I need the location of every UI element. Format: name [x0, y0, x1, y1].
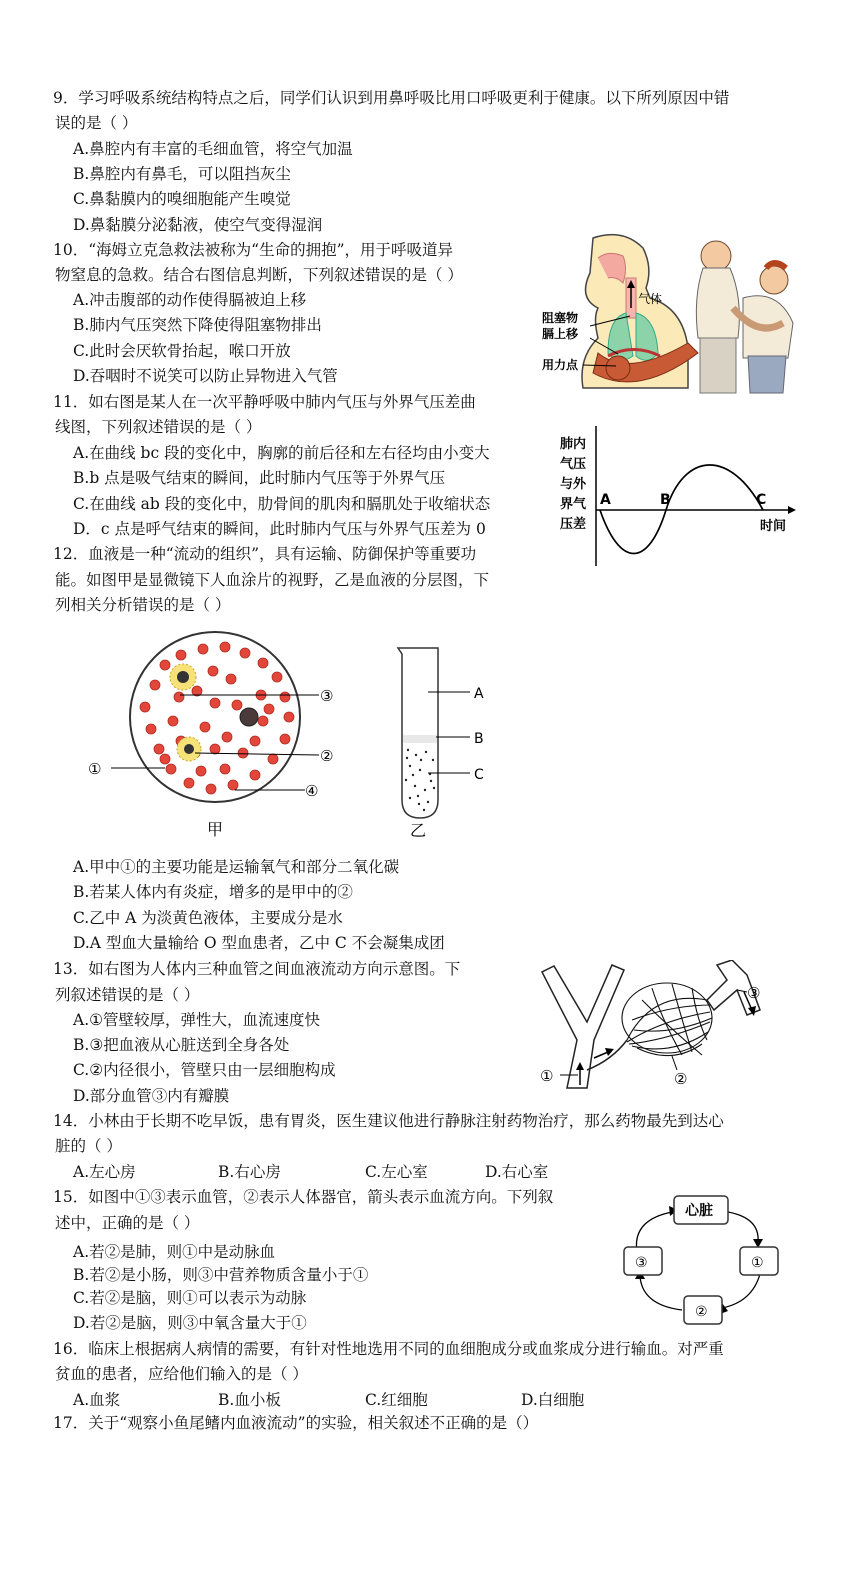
q15-stem-line1: 15．如图中①③表示血管，②表示人体器官，箭头表示血流方向。下列叙	[53, 1188, 554, 1206]
q11-stem-line1: 11．如右图是某人在一次平静呼吸中肺内气压与外界气压差曲	[53, 393, 476, 411]
rbc-layer	[403, 743, 437, 816]
q10-option-d: D.吞咽时不说笑可以防止异物进入气管	[73, 367, 338, 385]
smear-marker-3: ③	[320, 687, 334, 705]
tube-label-b: B	[474, 731, 484, 747]
q12-stem-line3: 列相关分析错误的是（ ）	[55, 596, 231, 614]
q9-option-d: D.鼻黏膜分泌黏液，使空气变得湿润	[73, 216, 323, 234]
q9-stem-line2: 误的是（ ）	[55, 114, 138, 132]
q16-stem-line2: 贫血的患者，应给他们输入的是（ ）	[55, 1365, 308, 1383]
q10-option-c: C.此时会厌软骨抬起，喉口开放	[73, 342, 291, 360]
x-axis-arrow	[788, 506, 796, 514]
q9-option-c: C.鼻黏膜内的嗅细胞能产生嗅觉	[73, 190, 291, 208]
heimlich-figure	[538, 228, 823, 396]
blood-tube-figure	[388, 640, 498, 840]
q14-option-c: C.左心室	[365, 1163, 428, 1181]
q15-stem-line2: 述中，正确的是（ ）	[55, 1214, 200, 1232]
q14-option-b: B.右心房	[218, 1163, 281, 1181]
blood-vessel-figure	[532, 960, 777, 1090]
q15-option-c: C.若②是脑，则①可以表示为动脉	[73, 1289, 307, 1307]
smear-marker-2: ②	[320, 747, 334, 765]
loop-marker-1: ①	[751, 1255, 764, 1271]
loop-marker-2: ②	[695, 1304, 708, 1320]
svg-text:界气: 界气	[560, 497, 587, 512]
q13-option-a: A.①管壁较厚，弹性大，血流速度快	[73, 1011, 321, 1029]
q13-option-d: D.部分血管③内有瓣膜	[73, 1087, 230, 1105]
fig-label-force-point: 用力点	[542, 358, 579, 372]
vessel-marker-3: ③	[747, 984, 761, 1002]
figure-jia-caption: 甲	[207, 820, 224, 839]
buffy-coat-layer	[403, 735, 437, 743]
q16-option-c: C.红细胞	[365, 1391, 428, 1409]
fig-label-gas: 气体	[638, 292, 663, 306]
point-b-label: B	[660, 492, 671, 508]
fig-label-obstruction: 阻塞物	[542, 311, 579, 325]
tube-label-c: C	[474, 767, 484, 783]
q11-option-c: C.在曲线 ab 段的变化中，肋骨间的肌肉和膈肌处于收缩状态	[73, 495, 491, 513]
q12-option-d: D.A 型血大量输给 O 型血患者，乙中 C 不会凝集成团	[73, 934, 445, 952]
q16-option-b: B.血小板	[218, 1391, 281, 1409]
q13-stem-line1: 13．如右图为人体内三种血管之间血液流动方向示意图。下	[53, 960, 461, 978]
svg-text:压差: 压差	[560, 517, 587, 532]
q9-option-b: B.鼻腔内有鼻毛，可以阻挡灰尘	[73, 165, 291, 183]
heart-label: 心脏	[685, 1203, 713, 1219]
q10-stem-line2: 物窒息的急救。结合右图信息判断，下列叙述错误的是（ ）	[55, 266, 463, 284]
circulation-loop-figure	[612, 1190, 792, 1330]
q13-option-b: B.③把血液从心脏送到全身各处	[73, 1036, 290, 1054]
tube-label-a: A	[474, 686, 484, 702]
x-axis-label: 时间	[760, 519, 787, 534]
figure-yi-caption: 乙	[410, 821, 427, 840]
q11-option-b: B.b 点是吸气结束的瞬间，此时肺内气压等于外界气压	[73, 469, 446, 487]
q14-option-d: D.右心室	[485, 1163, 549, 1181]
pressure-curve	[600, 465, 763, 554]
q17-stem-line1: 17．关于“观察小鱼尾鳍内血液流动”的实验，相关叙述不正确的是（）	[53, 1414, 539, 1432]
blood-smear-figure	[85, 625, 345, 840]
pressure-curve-figure	[558, 418, 808, 568]
q12-option-c: C.乙中 A 为淡黄色液体，主要成分是水	[73, 909, 343, 927]
y-axis-label	[560, 436, 587, 532]
q16-option-a: A.血浆	[73, 1391, 121, 1409]
vessel-marker-1: ①	[540, 1067, 554, 1085]
q14-stem-line1: 14．小林由于长期不吃早饭，患有胃炎，医生建议他进行静脉注射药物治疗，那么药物最先到达心	[53, 1112, 724, 1130]
lymphocyte	[240, 708, 258, 726]
q12-stem-line1: 12．血液是一种“流动的组织”，具有运输、防御保护等重要功	[53, 545, 477, 563]
q15-option-b: B.若②是小肠，则③中营养物质含量小于①	[73, 1266, 369, 1284]
q14-option-a: A.左心房	[73, 1163, 136, 1181]
smear-marker-1: ①	[88, 760, 102, 778]
capillary-network	[622, 983, 712, 1056]
q9-stem-line1: 9．学习呼吸系统结构特点之后，同学们认识到用鼻呼吸比用口呼吸更利于健康。以下所列原因中错	[53, 89, 730, 107]
q14-stem-line2: 脏的（ ）	[55, 1137, 122, 1155]
vessel-marker-2: ②	[674, 1070, 688, 1088]
q13-option-c: C.②内径很小，管壁只由一层细胞构成	[73, 1061, 336, 1079]
q9-option-a: A.鼻腔内有丰富的毛细血管，将空气加温	[73, 140, 353, 158]
loop-marker-3: ③	[635, 1255, 648, 1271]
q12-stem-line2: 能。如图甲是显微镜下人血涂片的视野，乙是血液的分层图，下	[55, 571, 490, 589]
q10-stem-line1: 10．“海姆立克急救法被称为“生命的拥抱”，用于呼吸道异	[53, 241, 453, 259]
point-a-label: A	[600, 492, 611, 508]
q13-stem-line2: 列叙述错误的是（ ）	[55, 986, 200, 1004]
q15-option-a: A.若②是肺，则①中是动脉血	[73, 1243, 276, 1261]
svg-text:与外: 与外	[560, 477, 587, 492]
q10-option-a: A.冲击腹部的动作使得膈被迫上移	[73, 291, 307, 309]
q15-option-d: D.若②是脑，则③中氧含量大于①	[73, 1314, 307, 1332]
q11-option-d: D．c 点是呼气结束的瞬间，此时肺内气压与外界气压差为 0	[73, 520, 486, 538]
q11-option-a: A.在曲线 bc 段的变化中，胸廓的前后径和左右径均由小变大	[73, 444, 490, 462]
q16-stem-line1: 16．临床上根据病人病情的需要，有针对性地选用不同的血细胞成分或血浆成分进行输血。对严重	[53, 1340, 724, 1358]
fig-label-diaphragm-up: 膈上移	[542, 327, 579, 341]
smear-marker-4: ④	[305, 782, 319, 800]
q10-option-b: B.肺内气压突然下降使得阻塞物排出	[73, 316, 322, 334]
q12-option-b: B.若某人体内有炎症，增多的是甲中的②	[73, 883, 353, 901]
svg-text:肺内: 肺内	[560, 437, 587, 452]
q11-stem-line2: 线图，下列叙述错误的是（ ）	[55, 418, 262, 436]
q16-option-d: D.白细胞	[521, 1391, 585, 1409]
svg-text:气压: 气压	[560, 457, 587, 472]
q12-option-a: A.甲中①的主要功能是运输氧气和部分二氧化碳	[73, 858, 400, 876]
point-c-label: C	[756, 492, 767, 508]
